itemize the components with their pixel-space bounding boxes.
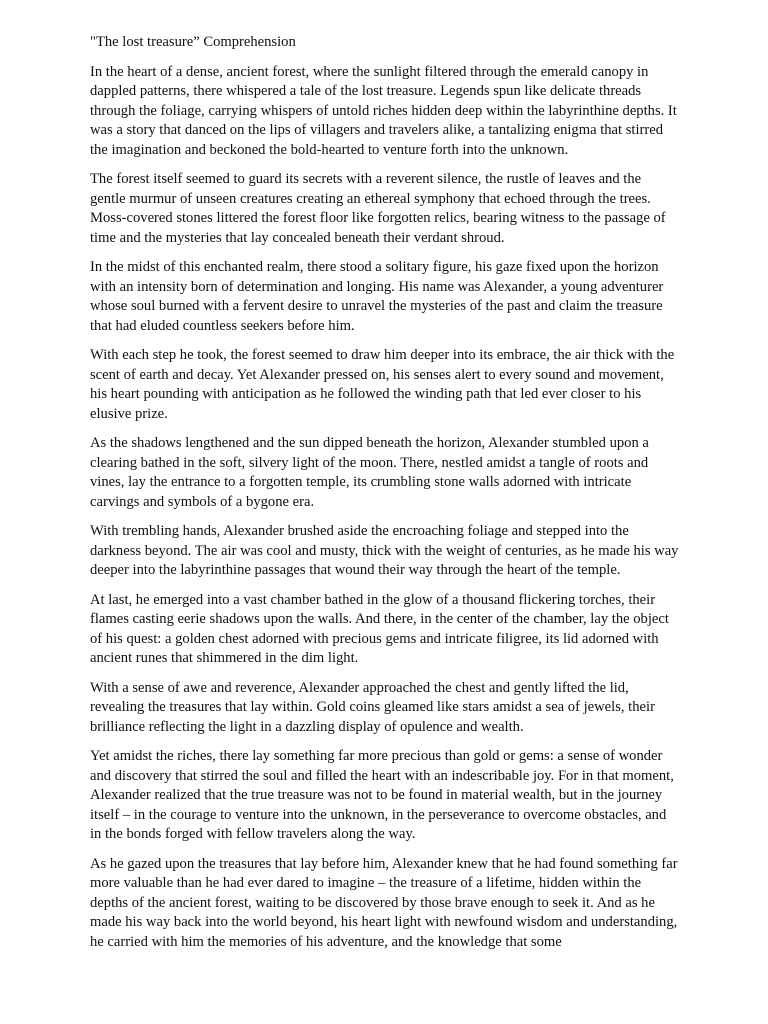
document-title: "The lost treasure” Comprehension bbox=[90, 34, 296, 50]
paragraph-10: As he gazed upon the treasures that lay before him, Alexander knew that he had found something far more valuable than he had ever dared to imagine – the treasure of a lifetime, hidden within the depths of the ancient forest, waiting to be discovered by those brave enough to seek it. And as he made his way back into the world beyond, his heart light with newfound wisdom and understanding, he carried with him the memories of his adventure, and the knowledge that some bbox=[90, 855, 678, 950]
paragraph-1: In the heart of a dense, ancient forest, where the sunlight filtered through the emerald canopy in dappled patterns, there whispered a tale of the lost treasure. Legends spun like delicate threads through the foliage, carrying whispers of untold riches hidden deep within the labyrinthine depths. It was a story that danced on the lips of villagers and travelers alike, a tantalizing enigma that stirred the imagination and beckoned the bold-hearted to venture forth into the unknown. bbox=[90, 63, 677, 158]
document-page bbox=[90, 33, 680, 962]
paragraph-7: At last, he emerged into a vast chamber bathed in the glow of a thousand flickering torches, their flames casting eerie shadows upon the walls. And there, in the center of the chamber, lay the object of his quest: a golden chest adorned with precious gems and intricate filigree, its lid adorned with ancient runes that shimmered in the dim light. bbox=[90, 591, 669, 666]
paragraph-8: With a sense of awe and reverence, Alexander approached the chest and gently lifted the lid, revealing the treasures that lay within. Gold coins gleamed like stars amidst a sea of jewels, their brilliance reflecting the light in a dazzling display of opulence and wealth. bbox=[90, 679, 655, 735]
paragraph-2: The forest itself seemed to guard its secrets with a reverent silence, the rustle of leaves and the gentle murmur of unseen creatures creating an ethereal symphony that echoed through the trees. Moss-covered stones littered the forest floor like forgotten relics, bearing witness to the passage of time and the mysteries that lay concealed beneath their verdant shroud. bbox=[90, 171, 666, 246]
paragraph-5: As the shadows lengthened and the sun dipped beneath the horizon, Alexander stumbled upon a clearing bathed in the soft, silvery light of the moon. There, nestled amidst a tangle of roots and vines, lay the entrance to a forgotten temple, its crumbling stone walls adorned with intricate carvings and symbols of a bygone era. bbox=[90, 435, 649, 510]
paragraph-3: In the midst of this enchanted realm, there stood a solitary figure, his gaze fixed upon the horizon with an intensity born of determination and longing. His name was Alexander, a young adventurer whose soul burned with a fervent desire to unravel the mysteries of the past and claim the treasure that had eluded countless seekers before him. bbox=[90, 259, 664, 334]
paragraph-4: With each step he took, the forest seemed to draw him deeper into its embrace, the air thick with the scent of earth and decay. Yet Alexander pressed on, his senses alert to every sound and movement, his heart pounding with anticipation as he followed the winding path that led ever closer to his elusive prize. bbox=[90, 347, 675, 422]
paragraph-9: Yet amidst the riches, there lay something far more precious than gold or gems: a sense of wonder and discovery that stirred the soul and filled the heart with an indescribable joy. For in that moment, Alexander realized that the true treasure was not to be found in material wealth, but in the journey itself – in the courage to venture into the unknown, in the perseverance to overcome obstacles, and in the bonds forged with fellow travelers along the way. bbox=[90, 748, 674, 842]
paragraph-6: With trembling hands, Alexander brushed aside the encroaching foliage and stepped into the darkness beyond. The air was cool and musty, thick with the weight of centuries, as he made his way deeper into the labyrinthine passages that wound their way through the heart of the temple. bbox=[90, 523, 679, 578]
